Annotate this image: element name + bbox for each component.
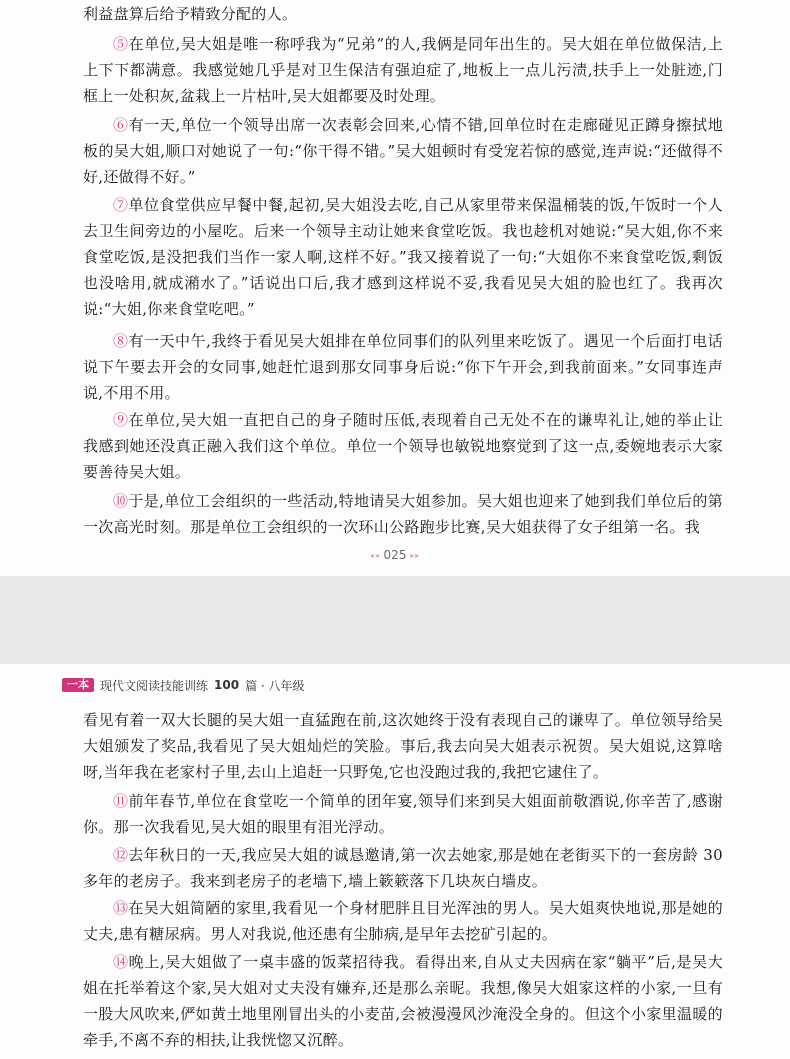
paragraph-text: 于是,单位工会组织的一些活动,特地请吴大姐参加。吴大姐也迎来了她到我们单位后的第一次高光时刻。那是单位工会组织的一次环山公路跑步比赛,吴大姐获得了女子组第一名。我	[83, 492, 723, 536]
paragraph-text: 去年秋日的一天,我应吴大姐的诚恳邀请,第一次去她家,那是她在老街买下的一套房龄 30 多年的老房子。我来到老房子的老墙下,墙上簌簌落下几块灰白墙皮。	[83, 846, 723, 890]
paragraph-number: ⑪	[113, 792, 129, 810]
book-grade: 篇 · 八年级	[245, 678, 305, 693]
paragraph-text: 前年春节,单位在食堂吃一个简单的团年宴,领导们来到吴大姐面前敬酒说,你辛苦了,感谢你。那一次我看见,吴大姐的眼里有泪光浮动。	[83, 792, 723, 836]
paragraph-5	[83, 31, 723, 109]
paragraph-number: ⑧	[113, 332, 129, 350]
paragraph-number: ⑤	[113, 35, 129, 53]
book-count: 100	[214, 678, 240, 692]
paragraph-text: 晚上,吴大姐做了一桌丰盛的饭菜招待我。看得出来,自从丈夫因病在家“躺平”后,是吴大姐在托举着这个家,吴大姐对丈夫没有嫌弃,还是那么亲昵。我想,像吴大姐家这样的小家,一旦有一股大风吹来,俨如黄土地里刚冒出头的小麦苗,会被漫漫风沙淹没全身的。但这个小家里温暖的牵手,不离不弃的相扶,让我恍惚又沉醉。	[83, 953, 723, 1049]
page-number-deco-left: ◂◂	[369, 551, 380, 560]
page-number-value: 025	[383, 548, 407, 562]
paragraph-text: 看见有着一双大长腿的吴大姐一直猛跑在前,这次她终于没有表现自己的谦卑了。单位领导给吴大姐颁发了奖品,我看见了吴大姐灿烂的笑脸。事后,我去向吴大姐表示祝贺。吴大姐说,这算啥呀,当年我在老家村子里,去山上追赶一只野兔,它也没跑过我的,我把它逮住了。	[83, 711, 723, 781]
paragraph-text: 在吴大姐简陋的家里,我看见一个身材肥胖且目光浑浊的男人。吴大姐爽快地说,那是她的丈夫,患有糖尿病。男人对我说,他还患有尘肺病,是早年去挖矿引起的。	[83, 899, 723, 943]
page-number-deco-right: ▸▸	[410, 551, 421, 560]
paragraph-number: ⑨	[113, 411, 129, 429]
running-header	[62, 676, 305, 694]
paragraph-number: ⑭	[113, 953, 129, 971]
paragraph-12	[83, 842, 723, 894]
paragraph-text: 单位食堂供应早餐中餐,起初,吴大姐没去吃,自己从家里带来保温桶装的饭,午饭时一个人去卫生间旁边的小屋吃。后来一个领导主动让她来食堂吃饭。我也趁机对她说:“吴大姐,你不来食堂吃饭,是没把我们当作一家人啊,这样不好。”我又接着说了一句:“大姐你不来食堂吃饭,剩饭也没啥用,就成潲水了。”话说出口后,我才感到这样说不妥,我看见吴大姐的脸也红了。我再次说:“大姐,你来食堂吃吧。”	[83, 196, 723, 318]
paragraph-number: ⑫	[113, 846, 129, 864]
paragraph-continued	[83, 1, 723, 27]
paragraph-continued	[83, 707, 723, 785]
paragraph-text: 有一天中午,我终于看见吴大姐排在单位同事们的队列里来吃饭了。遇见一个后面打电话说下午要去开会的女同事,她赶忙退到那女同事身后说:“你下午开会,到我前面来。”女同事连声说,不用不用。	[83, 332, 723, 402]
brand-logo: 一本	[62, 678, 94, 692]
page-number	[0, 548, 790, 562]
paragraph-10	[83, 488, 723, 540]
paragraph-9	[83, 407, 723, 485]
paragraph-7	[83, 192, 723, 322]
paragraph-number: ⑬	[113, 899, 129, 917]
paragraph-13	[83, 895, 723, 947]
paragraph-text: 在单位,吴大姐一直把自己的身子随时压低,表现着自己无处不在的谦卑礼让,她的举止让我感到她还没真正融入我们这个单位。单位一个领导也敏锐地察觉到了这一点,委婉地表示大家要善待吴大姐。	[83, 411, 723, 481]
paragraph-number: ⑥	[113, 116, 129, 134]
paragraph-6	[83, 112, 723, 190]
paragraph-text: 利益盘算后给予精致分配的人。	[83, 5, 298, 23]
paragraph-number: ⑦	[113, 196, 129, 214]
paragraph-number: ⑩	[113, 492, 129, 510]
paragraph-8	[83, 328, 723, 406]
paragraph-11	[83, 788, 723, 840]
paragraph-text: 在单位,吴大姐是唯一称呼我为“兄弟”的人,我俩是同年出生的。吴大姐在单位做保洁,上上下下都满意。我感觉她几乎是对卫生保洁有强迫症了,地板上一点儿污渍,扶手上一处脏迹,门框上一处积灰,盆栽上一片枯叶,吴大姐都要及时处理。	[83, 35, 723, 105]
paragraph-14	[83, 949, 723, 1053]
book-title: 现代文阅读技能训练	[100, 678, 209, 693]
paragraph-text: 有一天,单位一个领导出席一次表彰会回来,心情不错,回单位时在走廊碰见正蹲身擦拭地板的吴大姐,顺口对她说了一句:“你干得不错。”吴大姐顿时有受宠若惊的感觉,连声说:“还做得不好,还做得不好。”	[83, 116, 723, 186]
